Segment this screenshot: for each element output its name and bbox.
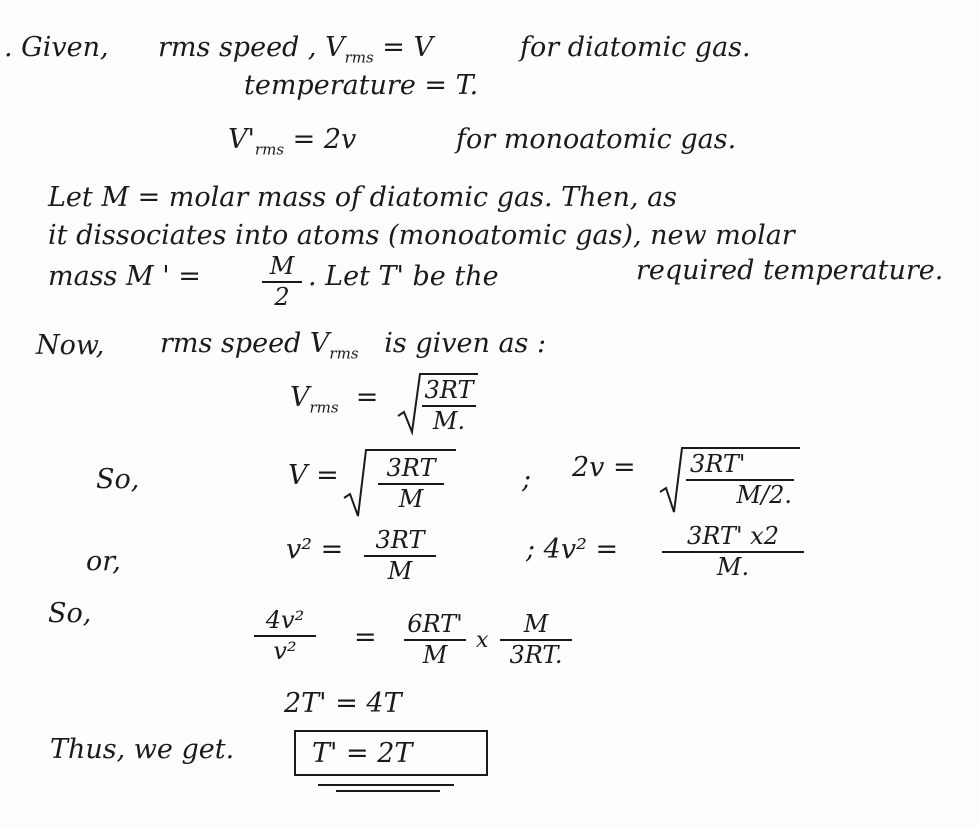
answer-underline-2	[336, 790, 440, 792]
fraction-denominator: M.	[432, 407, 466, 436]
fraction-denominator: M	[398, 485, 424, 514]
formula-v-lhs: V =	[288, 460, 339, 491]
rms-speed-given-as: rms speed $V_{rms}$ is given as :	[160, 328, 547, 363]
required-temperature-label: required temperature.	[636, 255, 944, 286]
monoatomic-gas-note: for monoatomic gas.	[456, 124, 737, 155]
sqrt-3rt-over-m-2	[344, 448, 456, 518]
sqrt-3rt-over-m	[398, 372, 478, 434]
fraction-denominator: 3RT.	[509, 641, 563, 670]
so-label-2: So,	[48, 598, 92, 629]
fraction-denominator: M.	[716, 553, 750, 582]
fraction-denominator: 2	[274, 283, 290, 312]
fraction-numerator: M	[269, 252, 295, 280]
fraction-3rt-prime-x2-over-m	[662, 524, 804, 580]
now-label: Now,	[36, 330, 105, 361]
or-label: or,	[86, 546, 121, 577]
sqrt-fraction	[422, 378, 476, 434]
fraction-3rt-over-m	[364, 528, 436, 584]
fraction-6rt-prime-over-m	[404, 612, 466, 668]
fraction-numerator: 3RT	[424, 376, 474, 404]
so-label-1: So,	[96, 464, 140, 495]
rms-speed-definition: rms speed , $V_{rms} = V$	[158, 32, 433, 67]
answer-box	[294, 730, 488, 776]
sqrt-fraction	[686, 452, 794, 508]
fraction-m-over-3rt	[500, 612, 572, 668]
fraction-denominator: M	[387, 557, 413, 586]
vprime-rms-definition: $V'_{rms} = 2v$	[228, 124, 357, 159]
let-t-prime-label: . Let T' be the	[308, 261, 499, 292]
fraction-denominator: v²	[273, 637, 297, 666]
equals-sign: =	[354, 622, 377, 653]
fraction-4v2-over-v2	[254, 608, 316, 664]
multiply-sign: x	[476, 628, 489, 653]
fraction-denominator: M/2.	[736, 481, 792, 510]
fraction-numerator: 3RT	[375, 526, 425, 554]
new-molar-mass-label: mass M ' =	[48, 261, 201, 292]
equation-2t-prime-4t: 2T' = 4T	[284, 688, 402, 719]
given-label: . Given,	[4, 32, 109, 63]
fraction-numerator: 3RT	[386, 454, 436, 482]
semicolon-1: ;	[522, 464, 532, 495]
temperature-definition: temperature = T.	[244, 70, 479, 101]
fraction-numerator: 3RT' x2	[687, 522, 779, 550]
fraction-numerator: 3RT'	[690, 450, 746, 478]
formula-4v-squared-lhs: ; 4v² =	[526, 534, 619, 565]
fraction-denominator: M	[422, 641, 448, 670]
formula-v-squared-lhs: v² =	[286, 534, 344, 565]
m-over-2-fraction	[262, 254, 302, 310]
fraction-numerator: 4v²	[265, 606, 305, 634]
molar-mass-statement: Let M = molar mass of diatomic gas. Then, as	[48, 182, 678, 213]
final-answer: T' = 2T	[312, 738, 413, 769]
formula-2v-lhs: 2v =	[572, 452, 636, 483]
fraction-numerator: M	[523, 610, 549, 638]
answer-underline-1	[318, 784, 454, 786]
diatomic-gas-note: for diatomic gas.	[520, 32, 751, 63]
thus-we-get-label: Thus, we get.	[50, 734, 235, 765]
sqrt-3rt-prime-over-m-half	[660, 446, 800, 514]
dissociation-statement: it dissociates into atoms (monoatomic gas), new molar	[48, 220, 795, 251]
fraction-numerator: 6RT'	[407, 610, 463, 638]
formula-vrms-lhs: $V_{rms}$ =	[290, 382, 379, 417]
sqrt-fraction	[378, 456, 444, 512]
